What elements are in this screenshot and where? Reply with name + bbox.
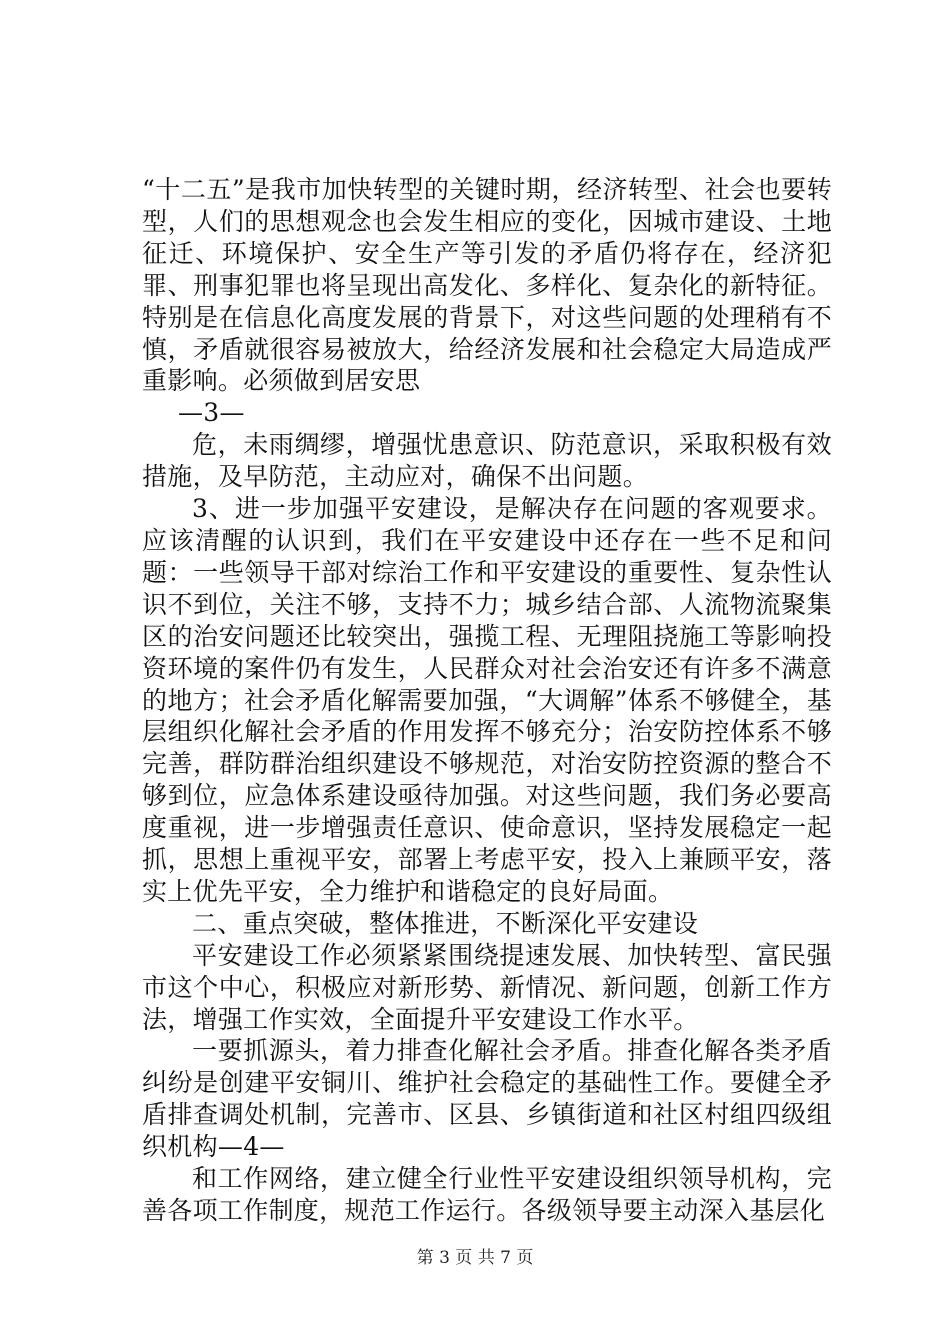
paragraph-5: 一要抓源头，着力排查化解社会矛盾。排查化解各类矛盾纠纷是创建平安铜川、维护社会稳定的基础性工作。要健全矛盾排查调处机制，完善市、区县、乡镇街道和社区村组四级组织机构—4—: [142, 1036, 832, 1162]
page-footer: 第 3 页 共 7 页: [416, 1248, 534, 1268]
paragraph-6: 和工作网络，建立健全行业性平安建设组织领导机构，完善各项工作制度，规范工作运行。各级领导要主动深入基层化: [142, 1164, 832, 1225]
paragraph-3: 3、进一步加强平安建设，是解决存在问题的客观要求。应该清醒的认识到，我们在平安建设中还存在一些不足和问题：一些领导干部对综治工作和平安建设的重要性、复杂性认识不到位，关注不够，支持不力；城乡结合部、人流物流聚集区的治安问题还比较突出，强揽工程、无理阻挠施工等影响投资环境的案件仍有发生，人民群众对社会治安还有许多不满意的地方；社会矛盾化解需要加强，“大调解”体系不够健全，基层组织化解社会矛盾的作用发挥不够充分；治安防控体系不够完善，群防群治组织建设不够规范，对治安防控资源的整合不够到位，应急体系建设亟待加强。对这些问题，我们务必要高度重视，进一步增强责任意识、使命意识，坚持发展稳定一起抓，思想上重视平安，部署上考虑平安，投入上兼顾平安，落实上优先平安，全力维护和谐稳定的良好局面。: [142, 494, 832, 906]
paragraph-1: “十二五”是我市加快转型的关键时期，经济转型、社会也要转型，人们的思想观念也会发生相应的变化，因城市建设、土地征迁、环境保护、安全生产等引发的矛盾仍将存在，经济犯罪、刑事犯罪也将呈现出高发化、多样化、复杂化的新特征。特别是在信息化高度发展的背景下，对这些问题的处理稍有不慎，矛盾就很容易被放大，给经济发展和社会稳定大局造成严重影响。必须做到居安思: [142, 175, 832, 396]
paragraph-4: 平安建设工作必须紧紧围绕提速发展、加快转型、富民强市这个中心，积极应对新形势、新情况、新问题，创新工作方法，增强工作实效，全面提升平安建设工作水平。: [142, 940, 832, 1034]
section-heading-2: 二、重点突破，整体推进，不断深化平安建设: [192, 908, 699, 938]
paragraph-2: 危，未雨绸缪，增强忧患意识、防范意识，采取积极有效措施，及早防范，主动应对，确保不出问题。: [142, 430, 832, 492]
document-body: [142, 174, 832, 1227]
inline-page-marker-3: —3—: [178, 398, 245, 428]
